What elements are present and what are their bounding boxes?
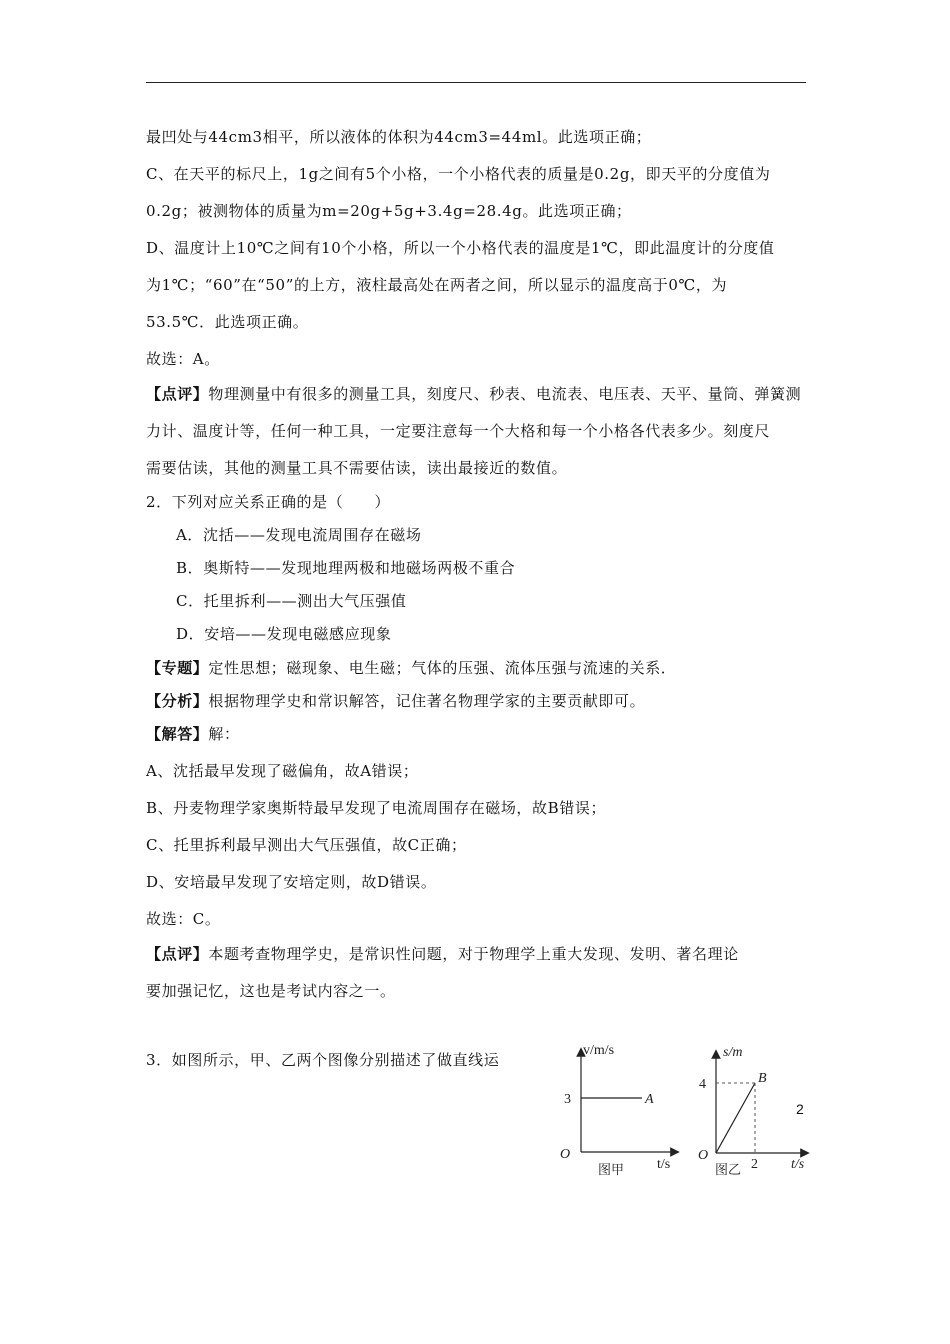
origin-label: O bbox=[698, 1148, 709, 1163]
answer-line: D、安培最早发现了安培定则，故D错误。 bbox=[146, 873, 437, 891]
answer-line: 故选：C。 bbox=[146, 910, 221, 928]
header-rule bbox=[146, 82, 806, 83]
line-label: A bbox=[645, 1092, 654, 1107]
analysis-tag: 【分析】 bbox=[146, 692, 209, 710]
tick-label: 3 bbox=[564, 1092, 571, 1107]
point-label: B bbox=[758, 1071, 767, 1086]
answer-line bbox=[146, 724, 240, 744]
x-axis-label: t/s bbox=[657, 1157, 671, 1172]
figure-caption: 图乙 bbox=[715, 1162, 742, 1177]
y-axis-label: v/m/s bbox=[583, 1043, 615, 1058]
origin-label: O bbox=[560, 1147, 571, 1162]
review-line: 要加强记忆，这也是考试内容之一。 bbox=[146, 982, 396, 1000]
review-line: 需要估读，其他的测量工具不需要估读，读出最接近的数值。 bbox=[146, 459, 568, 477]
text-line: 0.2g；被测物体的质量为m=20g+5g+3.4g=28.4g。此选项正确； bbox=[146, 202, 632, 220]
topic-tag: 【专题】 bbox=[146, 659, 209, 677]
answer-line: B、丹麦物理学家奥斯特最早发现了电流周围存在磁场，故B错误； bbox=[146, 799, 607, 817]
option-b: B．奥斯特——发现地理两极和地磁场两极不重合 bbox=[176, 559, 516, 577]
review-tag: 【点评】 bbox=[146, 945, 209, 963]
review-line bbox=[146, 944, 739, 964]
answer-line: C、托里拆利最早测出大气压强值，故C正确； bbox=[146, 836, 467, 854]
answer-tag: 【解答】 bbox=[146, 725, 209, 743]
text-line: 53.5℃．此选项正确。 bbox=[146, 313, 309, 331]
text-line: C、在天平的标尺上，1g之间有5个小格，一个小格代表的质量是0.2g，即天平的分度值为 bbox=[146, 165, 771, 183]
displacement-line bbox=[716, 1083, 755, 1153]
review-text: 本题考查物理学史，是常识性问题，对于物理学上重大发现、发明、著名理论 bbox=[208, 945, 739, 963]
figure-a-graph bbox=[550, 1040, 685, 1180]
topic-line bbox=[146, 658, 676, 678]
option-c: C．托里拆利——测出大气压强值 bbox=[176, 592, 407, 610]
tick-y-label: 4 bbox=[699, 1077, 706, 1092]
y-axis-label: s/m bbox=[723, 1045, 743, 1060]
answer-text: 解： bbox=[208, 725, 240, 743]
question-3-stem: 3．如图所示，甲、乙两个图像分别描述了做直线运 bbox=[146, 1051, 500, 1069]
review-line: 力计、温度计等，任何一种工具，一定要注意每一个大格和每一个小格各代表多少。刻度尺 bbox=[146, 422, 771, 440]
page-number: 2 bbox=[796, 1101, 804, 1117]
text-line: 故选：A。 bbox=[146, 350, 220, 368]
question-2-stem: 2．下列对应关系正确的是（ ） bbox=[146, 493, 391, 511]
review-line bbox=[146, 384, 801, 404]
figure-caption: 图甲 bbox=[598, 1162, 625, 1177]
review-tag: 【点评】 bbox=[146, 385, 209, 403]
text-line: 为1℃；“60”在“50”的上方，液柱最高处在两者之间，所以显示的温度高于0℃，为 bbox=[146, 276, 728, 294]
analysis-line bbox=[146, 691, 645, 711]
x-axis-label: t/s bbox=[791, 1157, 805, 1172]
option-d: D．安培——发现电磁感应现象 bbox=[176, 625, 392, 643]
answer-line: A、沈括最早发现了磁偏角，故A错误； bbox=[146, 762, 419, 780]
tick-x-label: 2 bbox=[751, 1157, 758, 1172]
text-line: D、温度计上10℃之间有10个小格，所以一个小格代表的温度是1℃，即此温度计的分度值 bbox=[146, 239, 775, 257]
option-a: A．沈括——发现电流周围存在磁场 bbox=[176, 526, 422, 544]
analysis-text: 根据物理学史和常识解答，记住著名物理学家的主要贡献即可。 bbox=[208, 692, 646, 710]
review-text: 物理测量中有很多的测量工具，刻度尺、秒表、电流表、电压表、天平、量筒、弹簧测 bbox=[208, 385, 802, 403]
topic-text: 定性思想；磁现象、电生磁；气体的压强、流体压强与流速的关系． bbox=[208, 659, 677, 677]
text-line: 最凹处与44cm3相平，所以液体的体积为44cm3=44ml。此选项正确； bbox=[146, 128, 652, 146]
